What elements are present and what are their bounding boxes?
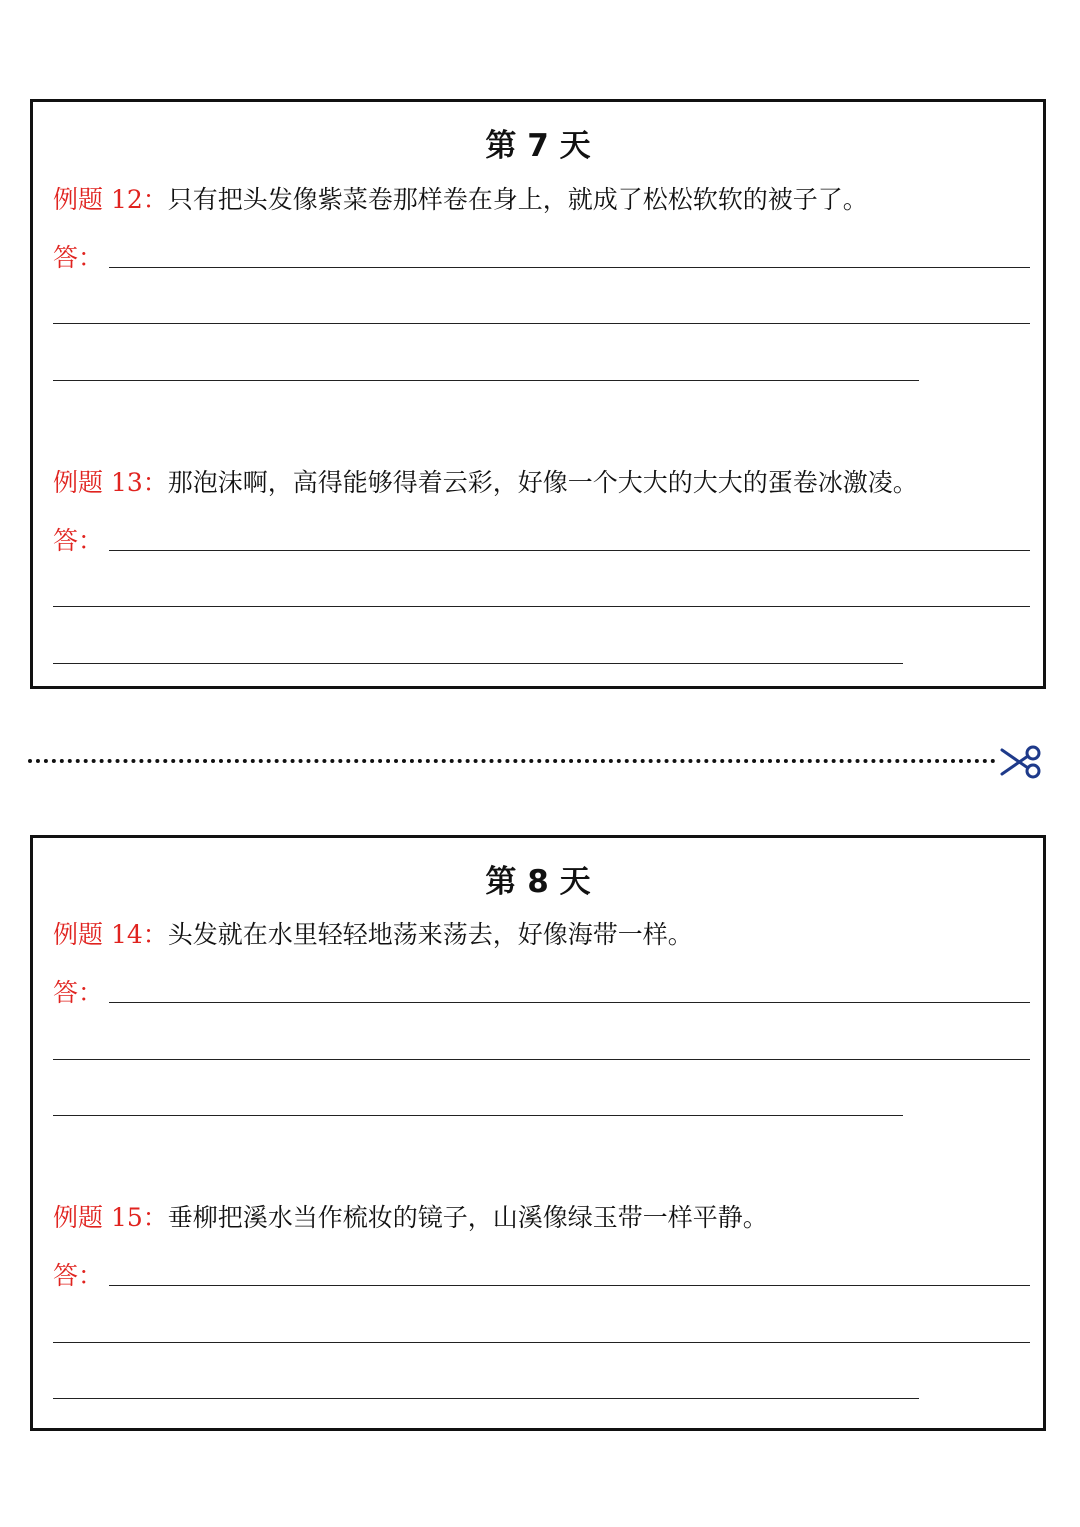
answer-14-line-2[interactable] <box>53 1059 1030 1060</box>
day-7-title: 第 7 天 <box>485 128 591 164</box>
answer-15-line-3[interactable] <box>53 1398 919 1399</box>
answer-13-line-3[interactable] <box>53 663 903 664</box>
answer-14-line-1[interactable] <box>109 1002 1030 1003</box>
question-15-label: 例题 15： <box>53 1203 168 1232</box>
answer-15-label: 答： <box>53 1261 104 1290</box>
question-14-text: 头发就在水里轻轻地荡来荡去，好像海带一样。 <box>167 920 693 949</box>
scissors-icon <box>998 742 1044 782</box>
day-8-card <box>30 835 1046 1431</box>
question-12-label: 例题 12： <box>53 185 168 214</box>
answer-15-line-1[interactable] <box>109 1285 1030 1286</box>
cut-line <box>28 759 996 763</box>
answer-13-line-2[interactable] <box>53 606 1030 607</box>
question-14 <box>53 915 693 951</box>
answer-12-line-1[interactable] <box>109 267 1030 268</box>
question-14-label: 例题 14： <box>53 920 168 949</box>
answer-12-line-3[interactable] <box>53 380 919 381</box>
day-8-title: 第 8 天 <box>485 864 591 900</box>
question-15-text: 垂柳把溪水当作梳妆的镜子，山溪像绿玉带一样平静。 <box>167 1203 768 1232</box>
day-7-card <box>30 99 1046 689</box>
question-13-label: 例题 13： <box>53 468 168 497</box>
question-13 <box>53 463 918 499</box>
question-15 <box>53 1198 768 1234</box>
question-12 <box>53 180 868 216</box>
question-13-text: 那泡沫啊，高得能够得着云彩，好像一个大大的大大的蛋卷冰激凌。 <box>167 468 918 497</box>
answer-13-label: 答： <box>53 526 104 555</box>
answer-15-line-2[interactable] <box>53 1342 1030 1343</box>
answer-14-line-3[interactable] <box>53 1115 903 1116</box>
answer-12-line-2[interactable] <box>53 323 1030 324</box>
answer-12-label: 答： <box>53 243 104 272</box>
question-12-text: 只有把头发像紫菜卷那样卷在身上，就成了松松软软的被子了。 <box>167 185 868 214</box>
answer-13-line-1[interactable] <box>109 550 1030 551</box>
answer-14-label: 答： <box>53 978 104 1007</box>
